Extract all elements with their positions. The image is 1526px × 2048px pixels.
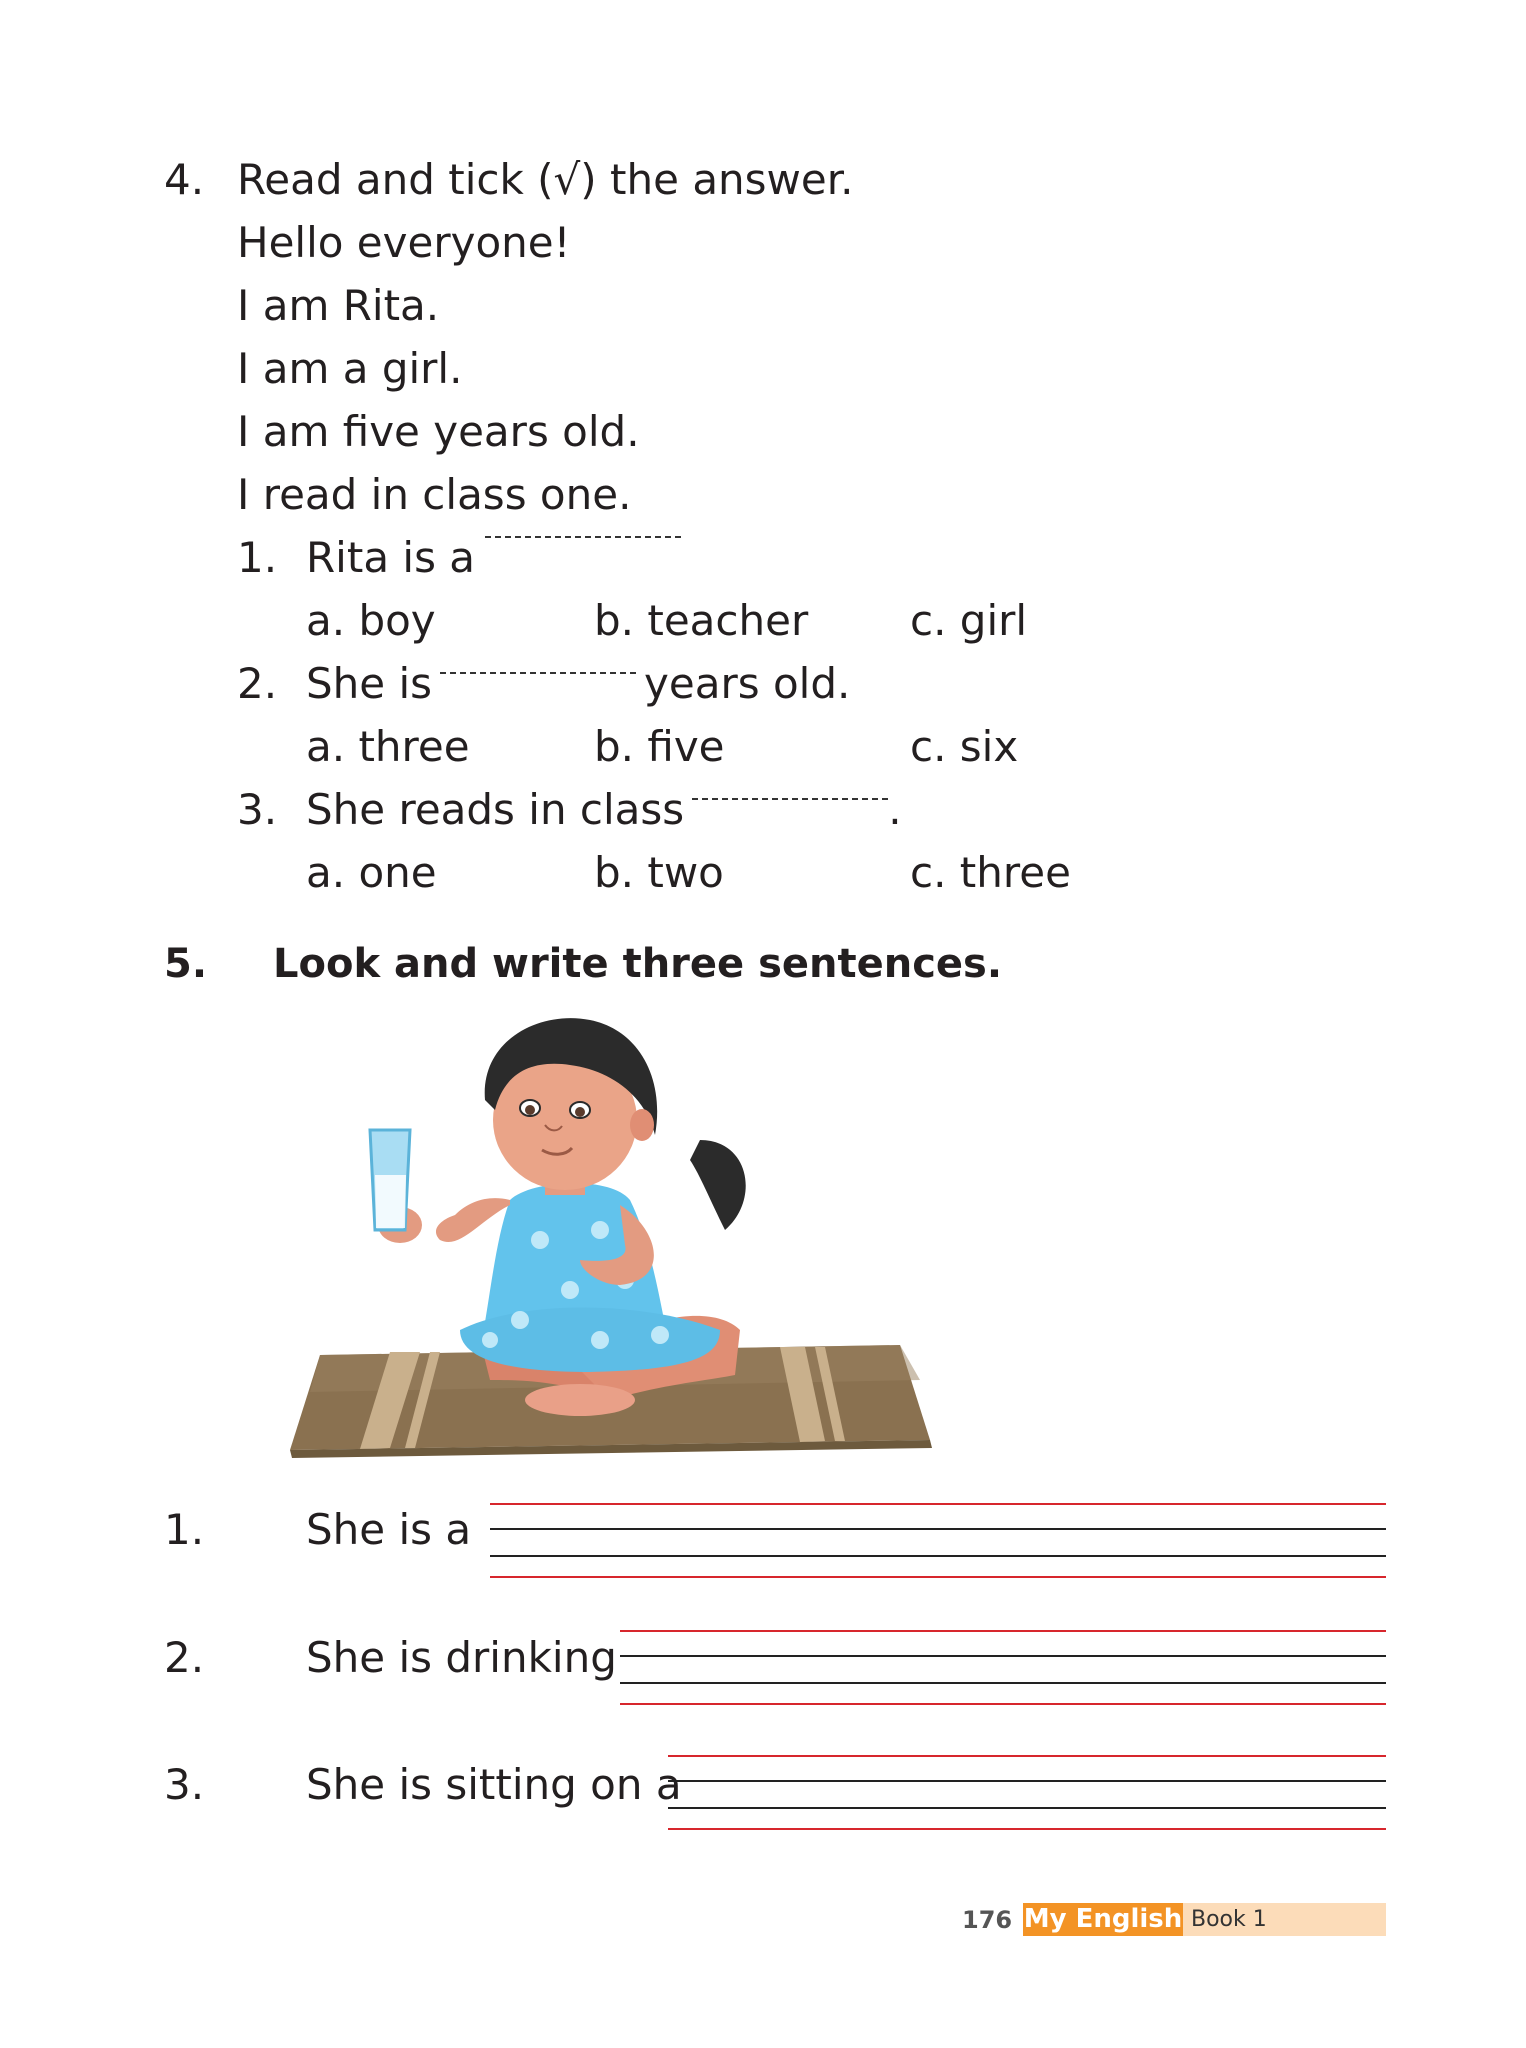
line-bottom [620,1703,1386,1705]
question-number: 1. [237,533,278,582]
line-bottom [490,1576,1386,1578]
option-a[interactable]: a. three [306,722,470,771]
passage-line: Hello everyone! [237,218,571,267]
writing-lines-3[interactable] [668,1755,1386,1835]
answer-blank[interactable] [692,798,888,800]
option-c[interactable]: c. girl [910,596,1028,645]
girl-drinking-illustration [280,1000,940,1470]
writing-lines-2[interactable] [620,1630,1386,1710]
passage-line: I am five years old. [237,407,640,456]
line-top [620,1630,1386,1632]
line-mid-lower [620,1682,1386,1684]
option-c[interactable]: c. three [910,848,1071,897]
question-text [306,533,689,582]
book-label: Book 1 [1183,1903,1386,1936]
question-tail: years old. [644,659,851,708]
option-b[interactable]: b. five [594,722,725,771]
sentence-prompt: She is sitting on a [306,1760,682,1809]
option-b[interactable]: b. teacher [594,596,809,645]
q5-number: 5. [164,941,208,987]
line-mid-lower [490,1555,1386,1557]
line-top [668,1755,1386,1757]
q5-instruction: Look and write three sentences. [273,941,1003,987]
passage-line: I read in class one. [237,470,632,519]
page-number: 176 [962,1906,1013,1934]
line-mid-upper [490,1528,1386,1530]
sentence-number: 3. [164,1760,205,1809]
page-footer [0,1903,1526,1936]
sentence-prompt: She is drinking [306,1633,617,1682]
question-number: 3. [237,785,278,834]
line-mid-upper [668,1780,1386,1782]
series-title: My English [1023,1904,1183,1934]
question-number: 2. [237,659,278,708]
option-c[interactable]: c. six [910,722,1019,771]
question-text [306,785,902,834]
question-text [306,659,850,708]
question-stem: Rita is a [306,533,476,582]
passage-line: I am Rita. [237,281,440,330]
question-tail: . [888,785,902,834]
writing-lines-1[interactable] [490,1503,1386,1583]
answer-blank[interactable] [440,672,636,674]
option-b[interactable]: b. two [594,848,724,897]
answer-blank[interactable] [485,536,681,538]
sentence-number: 2. [164,1633,205,1682]
q4-instruction: Read and tick (√) the answer. [237,155,854,204]
line-bottom [668,1828,1386,1830]
question-stem: She is [306,659,433,708]
sentence-number: 1. [164,1505,205,1554]
line-top [490,1503,1386,1505]
line-mid-upper [620,1655,1386,1657]
question-stem: She reads in class [306,785,685,834]
line-mid-lower [668,1807,1386,1809]
option-a[interactable]: a. boy [306,596,436,645]
option-a[interactable]: a. one [306,848,437,897]
q4-number: 4. [164,155,205,204]
passage-line: I am a girl. [237,344,463,393]
sentence-prompt: She is a [306,1505,472,1554]
